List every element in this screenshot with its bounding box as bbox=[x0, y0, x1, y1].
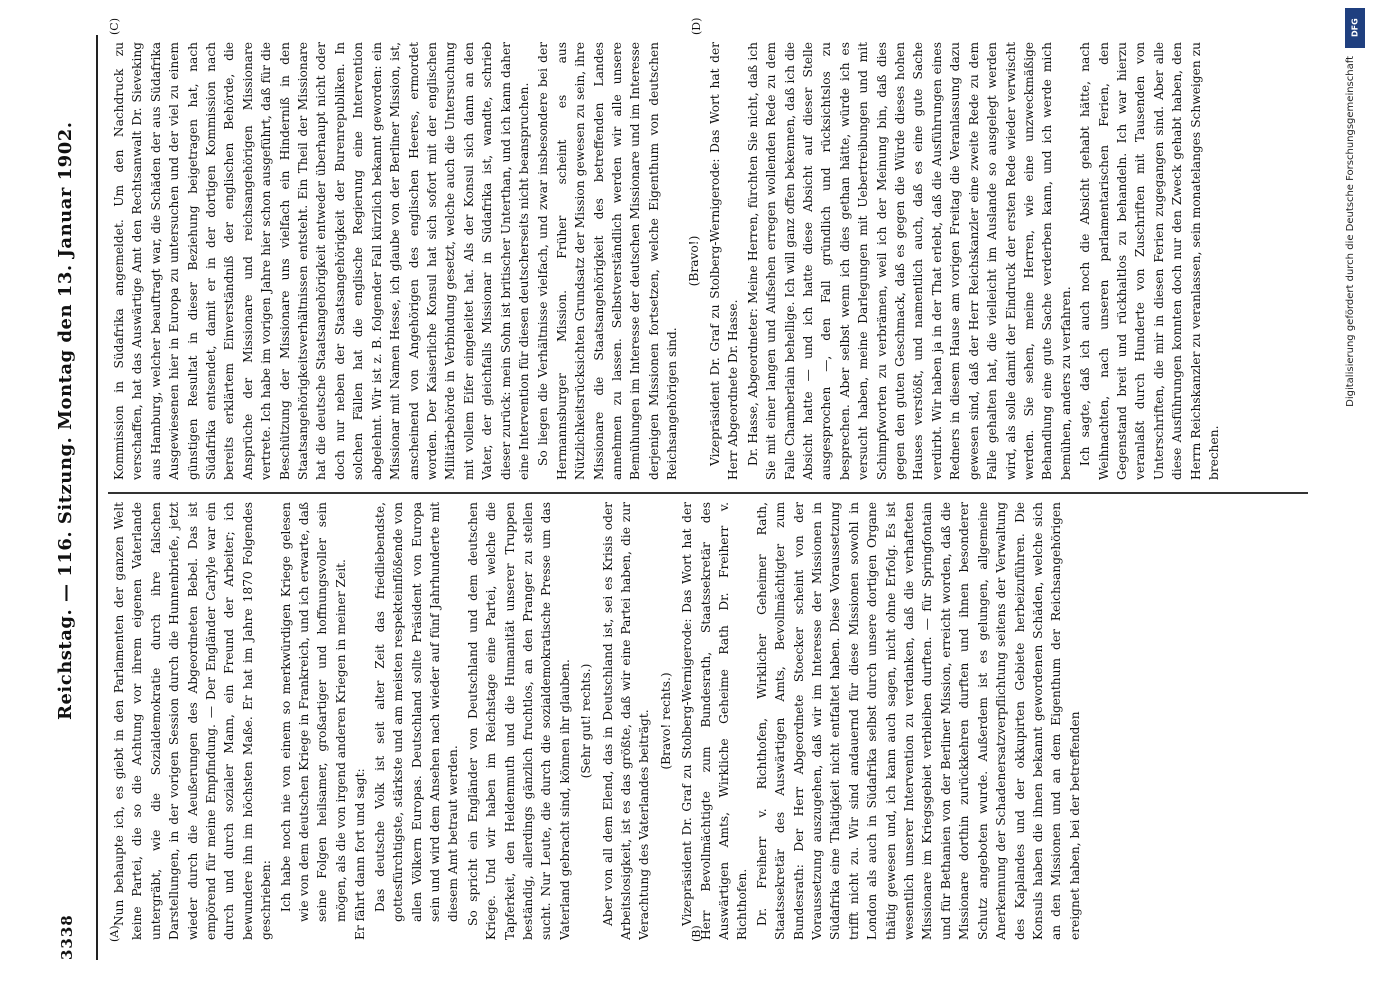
paragraph: So spricht ein Engländer von Deutschland und dem deutschen Kriege. Und wir haben im Reichstage eine Partei, welche die Tapferkeit, den Heldenmuth und die Humanität unserer Truppen beständig, allerdings gänzlich fruchtlos, an den Pranger zu stellen sucht. Nur Leute, die durch die sozialdemokratische Presse um das Vaterland gebracht sind, können ihr glauben. bbox=[465, 502, 572, 940]
paragraph: Aber von all dem Elend, das in Deutschland ist, sei es Krisis oder Arbeitslosigkeit, ist es das größte, daß wir eine Partei haben, die zur Verachtung des Vaterlandes beiträgt. bbox=[600, 502, 652, 940]
paragraph: Nun behaupte ich, es giebt in den Parlamenten der ganzen Welt keine Partei, die so die Achtung vor ihrem eigenen Vaterlande untergräbt, wie die Sozialdemokratie durch ihre falschen Darstellungen, in der vorigen Session durch die Hunnenbriefe, jetzt wieder durch die Aeußerungen des Abgeordneten Bebel. Das ist empörend für meine Empfindung. — Der Engländer Carlyle war ein durch und durch sozialer Mann, ein Freund der Arbeiter; ich bewundere ihn im höchsten Maße. Er hat im Jahre 1870 Folgendes geschrieben: bbox=[112, 502, 274, 940]
speaker-paragraph: Vizepräsident Dr. Graf zu Stolberg-Wernigerode: Das Wort hat der Herr Abgeordnete Dr. Hasse. bbox=[708, 42, 741, 480]
interjection: (Sehr gut! rechts.) bbox=[579, 663, 594, 779]
speaker-paragraph: Vizepräsident Dr. Graf zu Stolberg-Wernigerode: Das Wort hat der Herr Bevollmächtigte zum Bundesrath, Staatssekretär des Auswärtigen Amts, Wirkliche Geheime Rath Dr. Freiherr v. Richthofen. bbox=[680, 502, 750, 940]
paragraph: So liegen die Verhältnisse vielfach, und zwar insbesondere bei der Hermannsburger Mission. Früher scheint es aus Nützlichkeitsrücksichten Grundsatz der Mission gewesen zu sein, ihre Missionare die Staatsangehörigkeit des betreffenden Landes annehmen zu lassen. Selbstverständlich werden wir alle unsere Bemühungen im Interesse der deutschen Missionare und im Interesse derjenigen Missionen fortsetzen, welche Eigenthum von deutschen Reichsangehörigen sind. bbox=[536, 42, 680, 480]
speaker-paragraph: Dr. Freiherr v. Richthofen, Wirklicher Geheimer Rath, Staatssekretär des Auswärtigen Amts, Bevollmächtigter zum Bundesrath: Der Herr Abgeordnete Stoecker scheint von der Voraussetzung auszugehen, daß wir im Interesse der Missionen in Südafrika eine Thätigkeit nicht entfaltet haben. Diese Voraussetzung trifft nicht zu. Wir sind andauernd für diese Missionen sowohl in London als auch in Südafrika selbst durch unsere dortigen Organe thätig gewesen und, ich kann auch sagen, nicht ohne Erfolg. Es ist wesentlich unserer Intervention zu verdanken, daß die verhafteten Missionare im Kriegsgebiet verbleiben durften. — für Springfontain und für Bethanien von der Berliner Mission, erreicht worden, daß die Missionare dorthin zurückkehren durften und ihnen besonderer Schutz angeboten wurde. Außerdem ist es gelungen, allgemeine Anerkennung der Schadenersatzverpflichtung seitens der Verwaltung des Kaplandes und der okkupirten Gebiete herbeizuführen. Die Konsuls haben die ihnen bekannt gewordenen Schäden, welche sich an den Missionen und an dem Eigenthum der Reichsangehörigen ereignet haben, bei der betreffenden bbox=[754, 502, 1082, 940]
speaker-paragraph: Dr. Hasse, Abgeordneter: Meine Herren, fürchten Sie nicht, daß ich Sie mit einer langen und Aufsehen erregen wollenden Rede zu dem Falle Chamberlain behellige. Ich will ganz offen bekennen, daß ich die Absicht hatte — und ich hatte diese Absicht auf dieser Stelle ausgesprochen —, den Fall gründlich und rücksichtslos zu besprechen. Aber selbst wenn ich dies gethan hätte, würde ich es versucht haben, meine Darlegungen mit Uebertreibungen und mit Schimpfworten zu verbrämen, weil ich der Meinung bin, daß dies gegen den guten Geschmack, daß es gegen die Würde dieses hohen Hauses verstößt, und namentlich auch, daß es eine gute Sache verdirbt. Wir haben ja in der That erlebt, daß die Ausführungen eines Redners in diesem Hause am vorigen Freitag die Veranlassung dazu gewesen sind, daß der Herr Reichskanzler eine zweite Rede zu dem Falle gehalten hat, die vielleicht im Auslande so ausgelegt werden wird, als solle damit der Eindruck der ersten Rede wieder verwischt werden. Sie sehen, meine Herren, wie eine unzweckmäßige Behandlung eine gute Sache verderben kann, und ich werde mich bemühen, anders zu verfahren. bbox=[745, 42, 1073, 480]
interjection: (Bravo! rechts.) bbox=[658, 672, 673, 770]
right-text-column bbox=[110, 42, 1305, 480]
column-divider bbox=[108, 493, 1308, 495]
dfg-credit-text: Digitalisierung gefördert durch die Deutsche Forschungsgemeinschaft bbox=[1345, 56, 1356, 407]
quotation: Ich habe noch nie von einem so merkwürdigen Kriege gelesen wie von dem deutschen Kriege in Frankreich, und ich erwarte, daß seine Folgen heilsamer, großartiger und hoffnungsvoller sein mögen, als die von irgend anderen Kriegen in meiner Zeit. bbox=[278, 502, 348, 922]
dfg-logo: DFG bbox=[1345, 8, 1365, 48]
quotation: Das deutsche Volk ist seit alter Zeit das friedliebendste, gottesfürchtigste, stärkste und am meisten respekteinflößende von allen Völkern Europas. Deutschland sollte Präsident von Europa sein und wird dem Ansehen nach wieder auf fünf Jahrhunderte mit diesem Amt betraut werden. bbox=[372, 502, 461, 922]
page-number: 3338 bbox=[58, 914, 76, 960]
paragraph: Ich sagte, daß ich auch noch die Absicht gehabt hätte, nach Weihnachten, nach unseren parlamentarischen Ferien, den Gegenstand breit und rückhaltlos zu behandeln. Ich war hierzu veranlaßt durch Hunderte von Zuschriften mit Tausenden von Unterschriften, die mir in diesen Ferien zugegangen sind. Aber alle diese Ausführungen konnten doch nur den Zweck gehabt haben, den Herrn Reichskanzler zu veranlassen, sein monatelanges Schweigen zu brechen. bbox=[1078, 42, 1221, 480]
paragraph: Kommission in Südafrika angemeldet. Um den Nachdruck zu verschaffen, hat das Auswärtige Amt den Rechtsanwalt Dr. Sieveking aus Hamburg, welcher beauftragt war, die Schäden der aus Südafrika Ausgewiesenen hier in Europa zu untersuchen und der viel zu einem günstigen Resultat in dieser Beziehung beigetragen hat, nach Südafrika entsendet, damit er in der dortigen Kommission nach bereits erklärtem Einverständniß der englischen Behörde, die Ansprüche der Missionare und reichsangehörigen Missionare vertrete. Ich habe im vorigen Jahre hier schon ausgeführt, daß für die Beschützung der Missionare uns vielfach ein Hinderniß in den Staatsangehörigkeitsverhältnissen entsteht. Ein Theil der Missionare hat die deutsche Staatsangehörigkeit entweder überhaupt nicht oder doch nur neben der Staatsangehörigkeit der Burenrepubliken. In solchen Fällen hat die englische Regierung eine Intervention abgelehnt. Wir ist z. B. folgender Fall kürzlich bekannt geworden: ein Missionar mit Namen Hesse, ich glaube von der Berliner Mission, ist, anscheinend von Angehörigen des englischen Heeres, ermordet worden. Der Kaiserliche Konsul hat sich sofort mit der englischen Militärbehörde in Verbindung gesetzt, welche auch die Untersuchung mit vollem Eifer eingeleitet hat. Als der Konsul sich dann an den Vater, der gleichfalls Missionar in Südafrika ist, wandte, schrieb dieser zurück: mein Sohn ist britischer Unterthan, und ich kann daher eine Intervention für diesen deutscherseits nicht beanspruchen. bbox=[112, 42, 531, 480]
paragraph: Er fährt dann fort und sagt: bbox=[353, 768, 368, 940]
header-rule bbox=[96, 35, 98, 960]
margin-mark-d: (D) bbox=[690, 17, 703, 35]
margin-mark-c: (C) bbox=[108, 18, 121, 35]
margin-mark-b: (B) bbox=[690, 925, 703, 942]
running-header: Reichstag. — 116. Sitzung. Montag den 13. Januar 1902. bbox=[55, 121, 76, 720]
interjection: (Bravo!) bbox=[686, 235, 701, 287]
left-text-column bbox=[110, 502, 1305, 940]
dfg-credit-strip bbox=[1345, 8, 1367, 992]
margin-mark-a: (A) bbox=[108, 925, 121, 942]
